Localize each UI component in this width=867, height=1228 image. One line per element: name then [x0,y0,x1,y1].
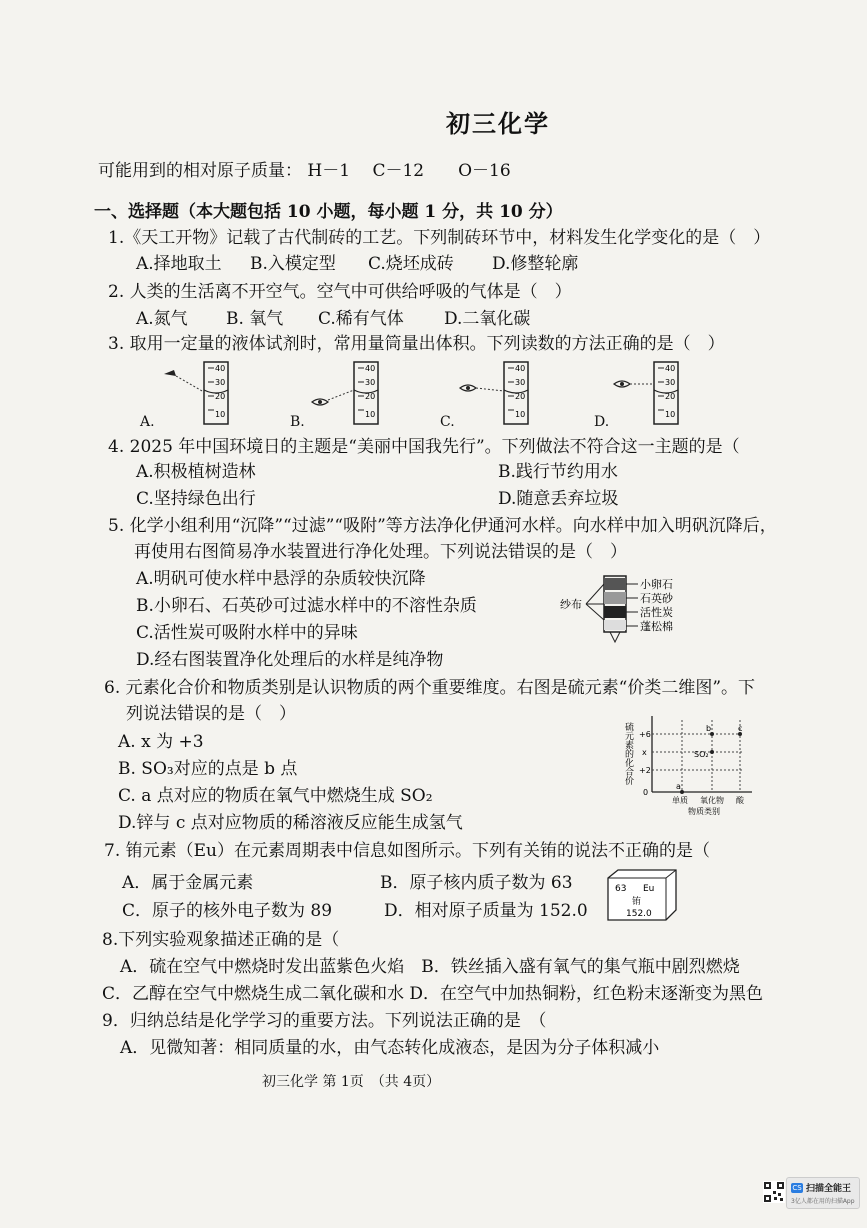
q1-option-b: B.入模定型 [250,254,336,274]
q7-option-a: A．属于金属元素 [122,873,254,893]
atomic-number: 63 [615,884,627,894]
q4-option-b: B.践行节约用水 [498,462,618,482]
cylinders-figure [150,360,710,428]
q1-stem: 1.《天工开物》记载了古代制砖的工艺。下列制砖环节中，材料发生化学变化的是（ ） [108,228,771,248]
page-footer: 初三化学 第 1页 （共 4页） [262,1074,441,1090]
chart-xlabel: 物质类别 [688,807,720,816]
tick-40: 40 [515,364,526,373]
q5-stem-1: 5. 化学小组利用“沉降”“过滤”“吸附”等方法净化伊通河水样。向水样中加入明矾沉降后， [108,516,777,536]
atomic-masses: 可能用到的相对原子质量： H－1 C－12 O－16 [98,161,511,181]
point-so2 [710,750,714,754]
q6-stem-1: 6. 元素化合价和物质类别是认识物质的两个重要维度。右图是硫元素“价类二维图”。下 [104,678,756,698]
layer-pebbles: 小卵石 [640,578,673,591]
q8-stem: 8.下列实验观象描述正确的是（ [102,930,340,950]
q5-option-d: D.经右图装置净化处理后的水样是纯净物 [136,650,444,670]
tick-40: 40 [665,364,676,373]
cylinder-a [164,362,228,424]
q2-option-d: D.二氧化碳 [444,309,531,329]
q1-option-d: D.修整轮廓 [492,254,579,274]
q5-stem-2: 再使用右图简易净水装置进行净化处理。下列说法错误的是（ ） [134,542,627,562]
q6-stem-2: 列说法错误的是（ ） [126,704,296,724]
layer-cotton: 蓬松棉 [640,620,673,633]
element-symbol: Eu [643,884,655,894]
scanner-subtitle: 3亿人都在用的扫描App [791,1198,855,1205]
xtick-element: 单质 [672,796,688,805]
sulfur-valence-chart [620,710,770,820]
tick-40: 40 [365,364,376,373]
tick-30: 30 [215,378,226,387]
xtick-oxide: 氧化物 [700,796,724,805]
qr-code-icon [763,1181,785,1203]
q3-label-a: A. [140,414,155,430]
tick-40: 40 [215,364,226,373]
q2-option-a: A.氮气 [136,309,188,329]
q2-option-c: C.稀有气体 [318,309,404,329]
q3-label-b: B. [290,414,305,430]
chart-ylabel: 硫元素的化合价 [623,722,633,785]
xtick-acid: 酸 [736,796,744,805]
q4-option-a: A.积极植树造林 [136,462,256,482]
cylinder-d [614,362,678,424]
tick-30: 30 [365,378,376,387]
tick-20: 20 [515,392,526,401]
q6-option-c: C. a 点对应的物质在氧气中燃烧生成 SO₂ [118,786,433,806]
scanner-logo-icon: CS [792,1184,802,1192]
q7-option-d: D．相对原子质量为 152.0 [384,901,588,921]
ytick-plus6: +6 [639,730,651,739]
ytick-plus2: +2 [639,766,651,775]
q7-option-c: C．原子的核外电子数为 89 [122,901,333,921]
water-filter-figure [560,568,690,652]
tick-20: 20 [365,392,376,401]
q2-stem: 2. 人类的生活离不开空气。空气中可供给呼吸的气体是（ ） [108,282,572,302]
q3-label-d: D. [594,414,610,430]
q6-option-a: A. x 为 +3 [118,732,204,752]
cylinder-c [460,362,528,424]
tick-10: 10 [665,410,676,419]
q3-stem: 3. 取用一定量的液体试剂时，常用量筒量出体积。下列读数的方法正确的是（ ） [108,334,725,354]
page-title: 初三化学 [446,109,550,138]
ytick-x: x [642,748,647,757]
scanner-title: 扫描全能王 [806,1184,852,1194]
q5-option-a: A.明矾可使水样中悬浮的杂质较快沉降 [136,569,426,589]
atomic-mass: 152.0 [626,909,652,919]
q1-option-a: A.择地取土 [136,254,222,274]
q9-option-a: A．见微知著：相同质量的水，由气态转化成液态，是因为分子体积减小 [120,1038,660,1058]
layer-quartz-sand: 石英砂 [640,592,673,605]
point-so2-label: SO₂ [694,750,709,759]
q4-option-c: C.坚持绿色出行 [136,489,256,509]
eye-icon [164,370,176,376]
gauze-label: 纱布 [560,598,582,611]
layer-activated-carbon: 活性炭 [640,606,673,619]
point-b-label: b [706,724,712,733]
q6-option-d: D.锌与 c 点对应物质的稀溶液反应能生成氢气 [118,813,463,833]
tick-10: 10 [365,410,376,419]
q6-option-b: B. SO₃对应的点是 b 点 [118,759,298,779]
tick-10: 10 [215,410,226,419]
element-cell-eu [606,868,678,922]
tick-10: 10 [515,410,526,419]
point-a-label: a [676,782,681,791]
q8-options-cd: C．乙醇在空气中燃烧生成二氧化碳和水 D．在空气中加热铜粉，红色粉末逐渐变为黑色 [102,984,764,1004]
tick-30: 30 [515,378,526,387]
q5-option-b: B.小卵石、石英砂可过滤水样中的不溶性杂质 [136,596,477,616]
tick-30: 30 [665,378,676,387]
ytick-0: 0 [643,788,649,797]
q8-options-ab: A．硫在空气中燃烧时发出蓝紫色火焰 B．铁丝插入盛有氧气的集气瓶中剧烈燃烧 [120,957,740,977]
q4-stem: 4. 2025 年中国环境日的主题是“美丽中国我先行”。下列做法不符合这一主题的是（ [108,437,740,457]
element-name: 铕 [632,897,642,907]
q7-option-b: B．原子核内质子数为 63 [380,873,573,893]
scanner-badge [786,1177,860,1209]
point-c-label: c [738,724,743,733]
tick-20: 20 [215,392,226,401]
q2-option-b: B. 氧气 [226,309,284,329]
q1-option-c: C.烧坯成砖 [368,254,454,274]
tick-20: 20 [665,392,676,401]
section-heading: 一、选择题（本大题包括 10 小题，每小题 1 分，共 10 分） [94,202,563,222]
q3-label-c: C. [440,414,455,430]
q5-option-c: C.活性炭可吸附水样中的异味 [136,623,358,643]
q4-option-d: D.随意丢弃垃圾 [498,489,619,509]
q9-stem: 9．归纳总结是化学学习的重要方法。下列说法正确的是 （ [102,1011,547,1031]
cylinder-b [312,362,378,424]
q7-stem: 7. 铕元素（Eu）在元素周期表中信息如图所示。下列有关铕的说法不正确的是（ [104,841,710,861]
